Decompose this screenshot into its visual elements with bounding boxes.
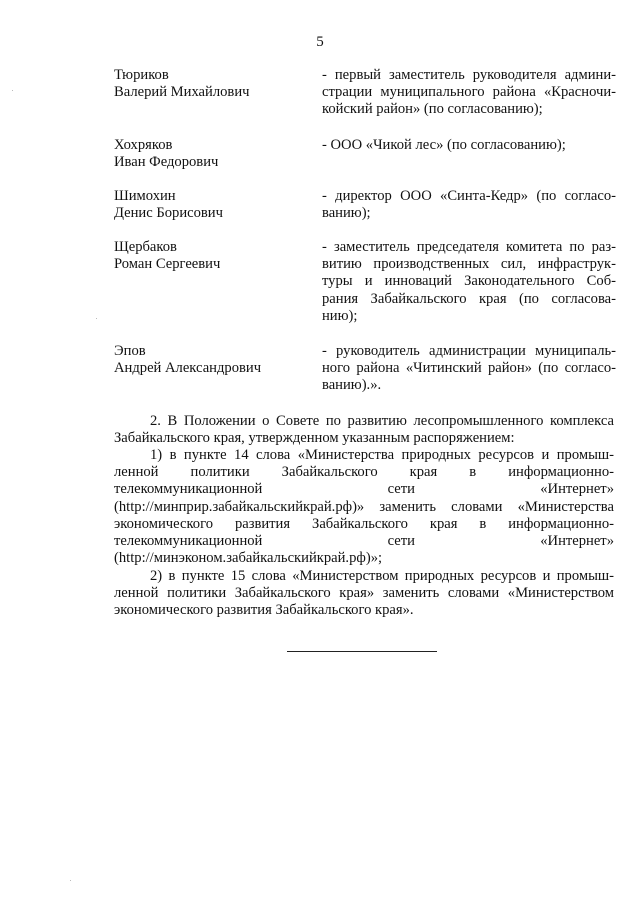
role-line: - руководитель администрации муниципаль- [322, 343, 616, 359]
paragraph-line: телекоммуникационной сети «Интернет» [114, 481, 614, 498]
member-surname: Хохряков [114, 137, 173, 153]
role-line: нию); [322, 307, 358, 324]
member-given-names: Иван Федорович [114, 154, 219, 171]
member-name [114, 239, 304, 273]
paragraph-line: (http://минприр.забайкальскийкрай.рф)» заменить словами «Министерства [114, 498, 614, 515]
paragraph-line: ленной политики Забайкальского края» заменить словами «Министерством [114, 585, 614, 602]
member-role [322, 137, 616, 154]
paragraph-item-2 [114, 568, 614, 620]
role-line: ванию).». [322, 377, 382, 394]
member-role [322, 239, 616, 325]
scan-speck [96, 318, 97, 319]
paragraph-line: телекоммуникационной сети «Интернет» [114, 533, 614, 550]
member-given-names: Роман Сергеевич [114, 256, 221, 273]
paragraph-line: 2) в пункте 15 слова «Министерством природных ресурсов и промыш- [150, 568, 614, 584]
member-name [114, 343, 304, 377]
paragraph-line: экономического развития Забайкальского края в информационно- [114, 515, 614, 532]
member-role [322, 188, 616, 222]
member-name [114, 137, 304, 171]
scan-speck [12, 90, 13, 91]
role-line: ного района «Читинский район» (по согласо- [322, 360, 616, 377]
member-name [114, 67, 304, 101]
paragraph-line: 2. В Положении о Совете по развитию лесопромышленного комплекса [150, 413, 614, 429]
member-surname: Тюриков [114, 67, 169, 83]
role-line: ванию); [322, 205, 371, 222]
role-line: туры и инноваций Законодательного Соб- [322, 273, 616, 290]
role-line: витию производственных сил, инфраструк- [322, 256, 616, 273]
role-line: страции муниципального района «Красночи- [322, 84, 616, 101]
role-line: - ООО «Чикой лес» (по согласованию); [322, 137, 566, 153]
role-line: койский район» (по согласованию); [322, 101, 543, 118]
role-line: - директор ООО «Синта-Кедр» (по согласо- [322, 188, 616, 204]
paragraph-line: экономического развития Забайкальского края». [114, 602, 414, 619]
member-surname: Шимохин [114, 188, 176, 204]
role-line: рания Забайкальского края (по согласова- [322, 290, 616, 307]
member-role [322, 67, 616, 119]
role-line: - первый заместитель руководителя админи- [322, 67, 616, 83]
page-number: 5 [316, 34, 324, 50]
role-line: - заместитель председателя комитета по раз- [322, 239, 616, 255]
paragraph-line: (http://минэконом.забайкальскийкрай.рф)»; [114, 550, 383, 567]
member-role [322, 343, 616, 395]
member-given-names: Денис Борисович [114, 205, 223, 222]
closing-rule [287, 651, 437, 652]
member-given-names: Валерий Михайлович [114, 84, 250, 101]
member-given-names: Андрей Александрович [114, 360, 262, 377]
member-surname: Щербаков [114, 239, 177, 255]
paragraph-line: 1) в пункте 14 слова «Министерства природных ресурсов и промыш- [150, 447, 614, 463]
paragraph-item-1 [114, 447, 614, 567]
paragraph-line: Забайкальского края, утвержденном указанным распоряжением: [114, 430, 515, 447]
member-surname: Эпов [114, 343, 146, 359]
member-name [114, 188, 304, 222]
paragraph-line: ленной политики Забайкальского края в информационно- [114, 464, 614, 481]
scan-speck [70, 880, 71, 881]
paragraph-section-2 [114, 413, 614, 447]
